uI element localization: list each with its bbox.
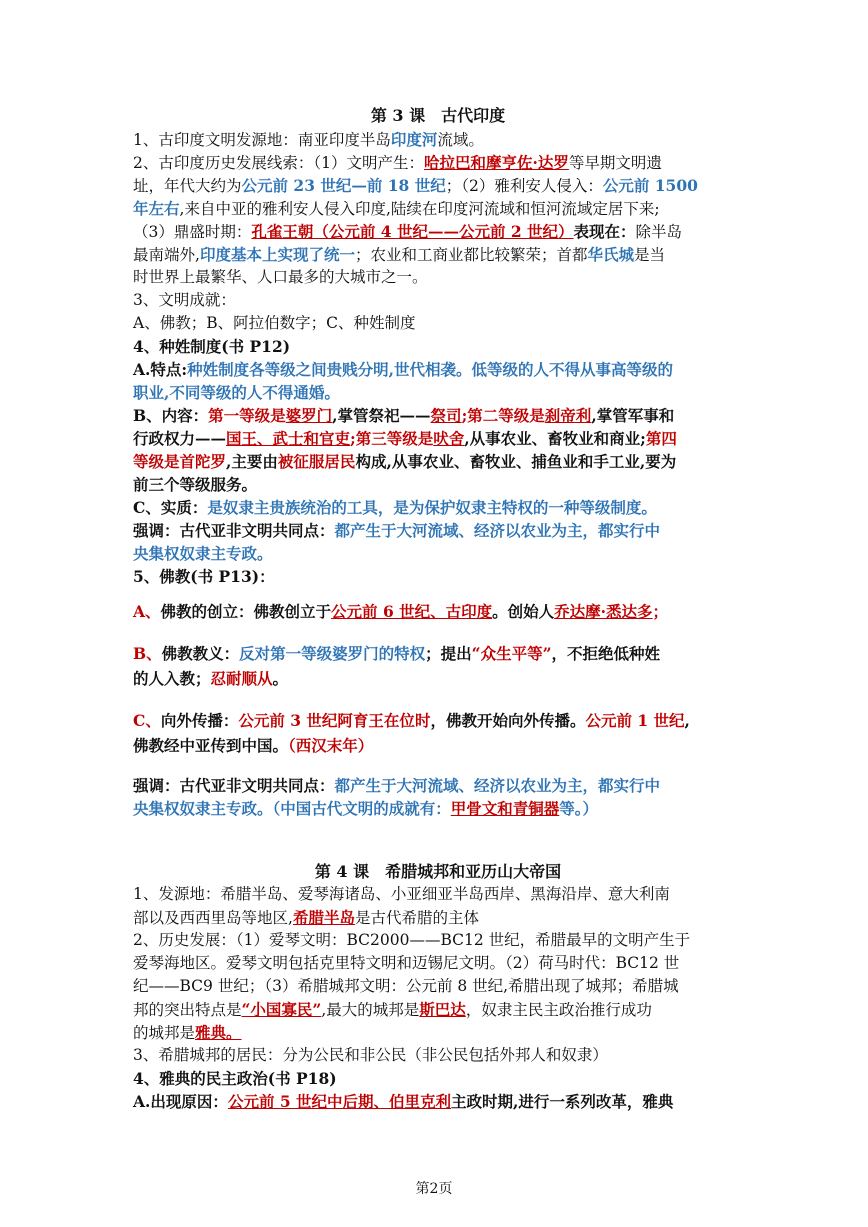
section-heading: 4、种姓制度(书 P12) bbox=[133, 337, 291, 356]
text: 表现在： bbox=[573, 222, 636, 241]
text: ；提出 bbox=[425, 644, 472, 663]
text: 主政时期,进行一系列改革，雅典 bbox=[451, 1092, 674, 1111]
text-line: 职业,不同等级的人不得通婚。 bbox=[133, 383, 340, 402]
text: 佛教的创立：佛教创立于 bbox=[160, 602, 332, 621]
text-line bbox=[133, 496, 743, 519]
text: ,掌管军事和 bbox=[591, 406, 675, 425]
text-line bbox=[133, 358, 743, 381]
text-line bbox=[133, 774, 743, 797]
highlight: 忍耐顺从 bbox=[210, 669, 273, 688]
highlight: B、 bbox=[133, 644, 162, 663]
text: 央集权奴隶主专政。（中国古代文明的成就有： bbox=[133, 799, 451, 818]
highlight: ;第二等级是 bbox=[461, 406, 545, 425]
text-line bbox=[133, 1021, 743, 1045]
highlight: 第一等级是 bbox=[208, 406, 286, 425]
highlight: 印度基本上实现了统一 bbox=[199, 245, 355, 264]
text: ,最大的城邦是 bbox=[321, 1001, 420, 1019]
highlight: 被征服居民 bbox=[277, 452, 356, 471]
text: 是古代希腊的主体 bbox=[354, 909, 479, 927]
text-line: 2、历史发展：（1）爱琴文明：BC2000——BC12 世纪，希腊最早的文明产生于 bbox=[133, 931, 691, 949]
highlight: 国王、武士和官吏 bbox=[226, 429, 351, 448]
highlight: 华氏城 bbox=[587, 245, 634, 264]
text: ；（2）雅利安人侵入： bbox=[445, 177, 603, 195]
highlight: 公元前 1 世纪 bbox=[585, 711, 685, 730]
text: 是当 bbox=[633, 246, 665, 264]
text-line: 央集权奴隶主专政。 bbox=[133, 544, 273, 563]
text: ，不拒绝低种姓 bbox=[551, 644, 661, 663]
highlight: 刹帝利 bbox=[544, 406, 592, 425]
text: 佛教教义： bbox=[161, 644, 240, 663]
highlight: A、 bbox=[133, 602, 161, 621]
text: 向外传播： bbox=[160, 711, 239, 730]
highlight: ;第三等级是 bbox=[350, 429, 434, 448]
text-line: 时世界上最繁华、人口最多的大城市之一。 bbox=[133, 268, 428, 286]
lesson4-title: 第 4 课 希腊城邦和亚历山大帝国 bbox=[314, 862, 562, 881]
text-line: A、佛教；B、阿拉伯数字；C、种姓制度 bbox=[133, 314, 416, 332]
text-line: 爱琴海地区。爱琴文明包括克里特文明和迈锡尼文明。（2）荷马时代：BC12 世 bbox=[133, 954, 680, 972]
text-line bbox=[133, 519, 743, 542]
text: 强调：古代亚非文明共同点： bbox=[133, 521, 335, 540]
text: ,从事农业、畜牧业和商业; bbox=[464, 429, 646, 448]
text-line bbox=[133, 404, 743, 427]
text: 等。） bbox=[559, 799, 599, 818]
text: 强调：古代亚非文明共同点： bbox=[133, 776, 335, 795]
highlight: C、 bbox=[133, 711, 161, 730]
text: 邦的突出特点是 bbox=[133, 1001, 242, 1019]
text: 构成,从事农业、畜牧业、捕鱼业和手工业,要为 bbox=[355, 452, 677, 471]
highlight: 都产生于大河流域、经济以农业为主，都实行中 bbox=[334, 521, 661, 540]
text: ，佛教开始向外传播。 bbox=[430, 711, 586, 730]
highlight: （西汉末年） bbox=[288, 736, 374, 755]
highlight: 年左右 bbox=[133, 199, 180, 218]
text: 。 bbox=[272, 669, 289, 688]
text: 。创始人 bbox=[492, 602, 555, 621]
text: B、内容： bbox=[133, 406, 209, 425]
text-line bbox=[133, 450, 743, 473]
highlight: 印度河 bbox=[390, 130, 438, 149]
text-line bbox=[133, 243, 743, 267]
text: , bbox=[684, 711, 690, 730]
text: ,来自中亚的雅利安人侵入印度,陆续在印度河流域和恒河流域定居下来; bbox=[179, 200, 660, 218]
highlight: 都产生于大河流域、经济以农业为主，都实行中 bbox=[334, 776, 661, 795]
highlight: 吠舍 bbox=[433, 429, 465, 448]
text-line: 前三个等级服务。 bbox=[133, 475, 258, 494]
text: ,主要由 bbox=[226, 452, 278, 471]
text: ；农业和工商业都比较繁荣；首都 bbox=[354, 246, 588, 264]
text-line bbox=[133, 667, 743, 690]
text-line bbox=[133, 998, 743, 1022]
text-line bbox=[133, 906, 743, 930]
text-line: 纪——BC9 世纪；（3）希腊城邦文明：公元前 8 世纪,希腊出现了城邦；希腊城 bbox=[133, 977, 679, 995]
section-heading: 4、雅典的民主政治(书 P18) bbox=[133, 1069, 337, 1088]
text: C、实质： bbox=[133, 498, 208, 517]
text-line: 3、希腊城邦的居民：分为公民和非公民（非公民包括外邦人和奴隶） bbox=[133, 1046, 608, 1064]
text-line bbox=[133, 220, 743, 244]
page-number: 第2页 bbox=[415, 1181, 453, 1197]
text: 佛教经中亚传到中国。 bbox=[133, 736, 289, 755]
highlight: 公元前 3 世纪阿育王在位时 bbox=[238, 711, 431, 730]
lesson3-title: 第 3 课 古代印度 bbox=[370, 106, 506, 125]
text: 1、古印度文明发源地：南亚印度半岛 bbox=[133, 131, 391, 149]
text: 除半岛 bbox=[635, 223, 683, 241]
text-line bbox=[133, 197, 743, 221]
section-heading: 5、佛教(书 P13)： bbox=[133, 567, 275, 586]
highlight: 是奴隶主贵族统治的工具，是为保护奴隶主特权的一种等级制度。 bbox=[207, 498, 657, 517]
text-line bbox=[133, 174, 743, 198]
highlight: 种姓制度各等级之间贵贱分明,世代相袭。低等级的人不得从事高等级的 bbox=[187, 360, 674, 379]
highlight: “众生平等” bbox=[471, 644, 552, 663]
highlight: 公元前 5 世纪中后期、伯里克利 bbox=[227, 1092, 452, 1111]
text-line bbox=[133, 797, 743, 820]
text-line bbox=[133, 151, 743, 175]
text: 址，年代大约为 bbox=[133, 177, 242, 195]
highlight: 祭司 bbox=[430, 406, 462, 425]
highlight: 雅典。 bbox=[195, 1023, 242, 1042]
text: 2、古印度历史发展线索：（1）文明产生： bbox=[133, 154, 424, 172]
text-line bbox=[133, 128, 743, 152]
text: A.出现原因： bbox=[133, 1092, 228, 1111]
text-line: 3、文明成就： bbox=[133, 291, 236, 309]
text-line bbox=[133, 600, 743, 623]
highlight: 甲骨文和青铜器 bbox=[450, 799, 560, 818]
highlight: 希腊半岛 bbox=[292, 908, 355, 927]
text: ，奴隶主民主政治推行成功 bbox=[465, 1001, 652, 1019]
text: 最南端外, bbox=[133, 246, 200, 264]
highlight: 公元前 6 世纪、古印度 bbox=[331, 602, 493, 621]
text-line bbox=[133, 427, 743, 450]
highlight: 第四 bbox=[645, 429, 677, 448]
text-line bbox=[133, 734, 743, 757]
text: 等早期文明遗 bbox=[568, 154, 662, 172]
text: 行政权力—— bbox=[133, 429, 227, 448]
text: 的人入教； bbox=[133, 669, 211, 688]
highlight: “小国寡民” bbox=[241, 1000, 322, 1019]
text: 流域。 bbox=[437, 131, 484, 149]
text-line bbox=[133, 709, 743, 732]
highlight: 反对第一等级婆罗门的特权 bbox=[239, 644, 426, 663]
text-line bbox=[133, 642, 743, 665]
text-line bbox=[133, 1090, 743, 1113]
highlight: 哈拉巴和摩亨佐·达罗 bbox=[423, 153, 569, 172]
highlight: 婆罗门 bbox=[285, 406, 333, 425]
text: （3）鼎盛时期： bbox=[133, 223, 252, 241]
highlight: 孔雀王朝（公元前 4 世纪——公元前 2 世纪） bbox=[251, 222, 574, 241]
highlight: 乔达摩·悉达多 bbox=[554, 602, 653, 621]
highlight: 等级是首陀罗 bbox=[133, 452, 227, 471]
text: ,掌管祭祀—— bbox=[332, 406, 431, 425]
text-line: 1、发源地：希腊半岛、爱琴海诸岛、小亚细亚半岛西岸、黑海沿岸、意大利南 bbox=[133, 885, 670, 903]
highlight: 公元前 23 世纪—前 18 世纪 bbox=[241, 176, 446, 195]
text: A.特点: bbox=[133, 360, 188, 379]
highlight: 斯巴达 bbox=[419, 1000, 466, 1019]
text: 部以及西西里岛等地区, bbox=[133, 909, 293, 927]
text: 的城邦是 bbox=[133, 1024, 196, 1042]
highlight: ； bbox=[652, 602, 669, 621]
highlight: 公元前 1500 bbox=[602, 176, 698, 195]
